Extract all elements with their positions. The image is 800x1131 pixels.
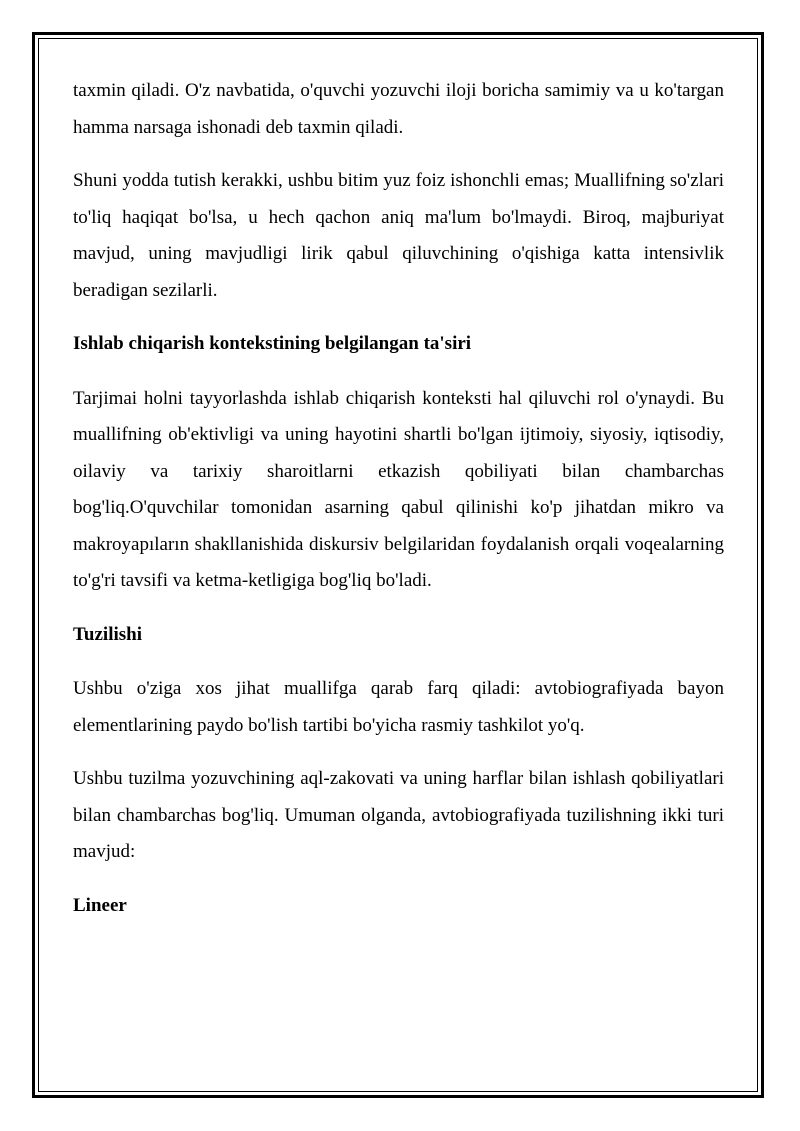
section-heading: Tuzilishi [73,623,143,645]
paragraph: taxmin qiladi. O'z navbatida, o'quvchi yozuvchi iloji boricha samimiy va u ko'targan hamma narsaga ishonadi deb taxmin qiladi. [73,80,724,138]
paragraph: Shuni yodda tutish kerakki, ushbu bitim yuz foiz ishonchli emas; Muallifning so'zlari to'liq haqiqat bo'lsa, u hech qachon aniq ma'lum bo'lmaydi. Biroq, majburiyat mavjud, uning mavjudligi lirik qabul qiluvchining o'qishiga katta intensivlik beradigan sezilarli. [73,170,724,301]
document-body [73,73,724,942]
paragraph: Ushbu o'ziga xos jihat muallifga qarab farq qiladi: avtobiografiyada bayon elementlarining paydo bo'lish tartibi bo'yicha rasmiy tashkilot yo'q. [73,678,724,736]
section-heading: Ishlab chiqarish kontekstining belgilangan ta'siri [73,333,472,354]
paragraph: Tarjimai holni tayyorlashda ishlab chiqarish konteksti hal qiluvchi rol o'ynaydi. Bu muallifning ob'ektivligi va uning hayotini shartli bo'lgan ijtimoiy, siyosiy, iqtisodiy, oilaviy va tarixiy sharoitlarni etkazish qobiliyati bilan chambarchas bog'liq.O'quvchilar tomonidan asarning qabul qilinishi ko'p jihatdan mikro va makroyapıların shakllanishida diskursiv belgilaridan foydalanish orqali voqealarning to'g'ri tavsifi va ketma-ketligiga bog'liq bo'ladi. [73,387,724,591]
section-heading: Lineer [73,894,127,916]
paragraph: Ushbu tuzilma yozuvchining aql-zakovati va uning harflar bilan ishlash qobiliyatlari bilan chambarchas bog'liq. Umuman olganda, avtobiografiyada tuzilishning ikki turi mavjud: [73,768,724,862]
